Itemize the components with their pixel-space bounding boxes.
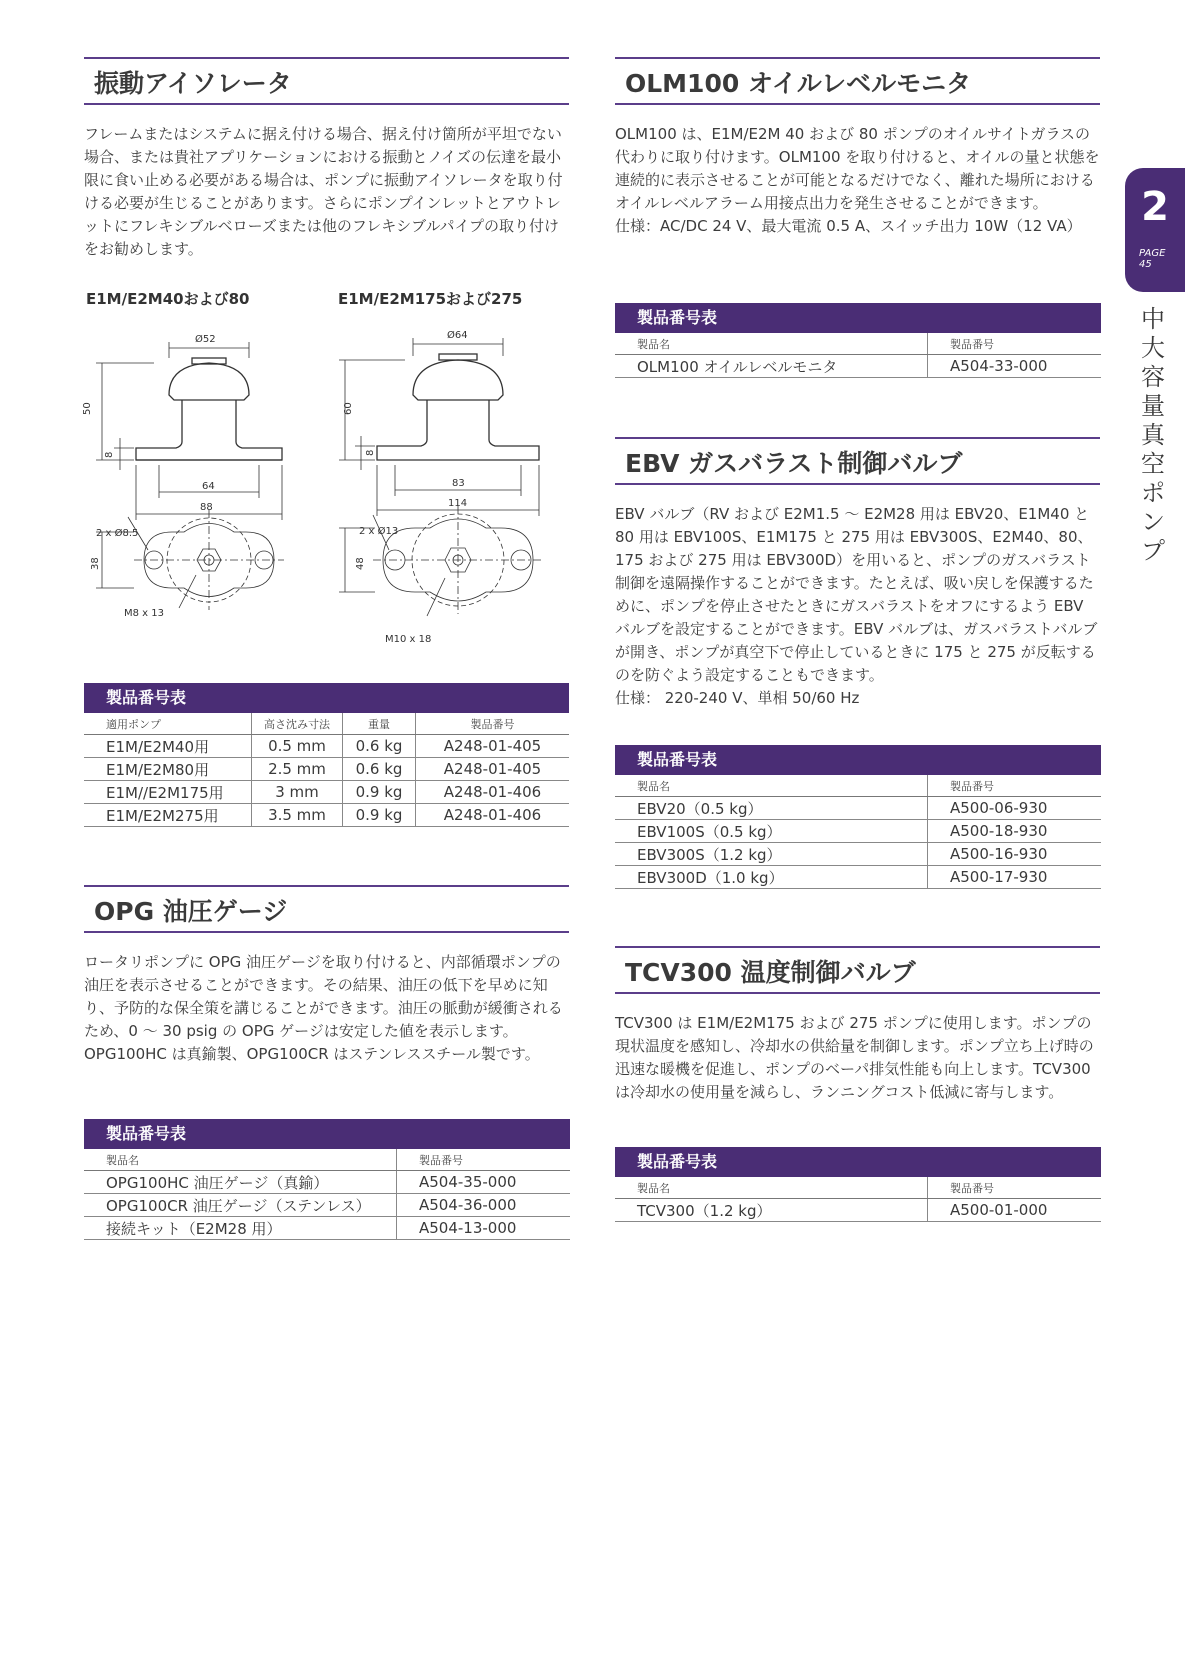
left-depth-label: 38 [90, 557, 101, 570]
left-dia-label: Ø52 [195, 334, 216, 345]
cell: 0.6 kg [343, 735, 416, 758]
table-row [84, 1217, 570, 1240]
table-row [84, 758, 569, 781]
olm-title: OLM100 オイルレベルモニタ [625, 69, 972, 98]
right-inner-label: 83 [452, 478, 465, 489]
cell: E1M//E2M175用 [84, 781, 252, 804]
vchar: 中 [1141, 305, 1165, 333]
cell: A248-01-405 [416, 735, 570, 758]
olm-paragraph: OLM100 は、E1M/E2M 40 および 80 ポンプのオイルサイトガラスの代わりに取り付けます。OLM100 を取り付けると、オイルの量と状態を連続的に表示させることが可能となるだけでなく、離れた場所におけるオイルレベルアラーム用接点出力を発生させることができます。 [615, 125, 1100, 212]
isolator-diagram-right [335, 320, 580, 660]
left-holes-label: 2 x Ø8.5 [96, 528, 139, 539]
tcv-product-table [615, 1147, 1101, 1222]
vchar: 大 [1141, 334, 1165, 362]
cell: OPG100CR 油圧ゲージ（ステンレス） [84, 1194, 397, 1217]
left-outer-label: 88 [200, 502, 213, 513]
cell: A504-36-000 [397, 1194, 571, 1217]
table-row [615, 820, 1101, 843]
left-thread-label: M8 x 13 [124, 608, 164, 619]
col-header: 製品名 [615, 1177, 928, 1199]
col-header: 製品名 [84, 1149, 397, 1171]
cell: A500-17-930 [928, 866, 1102, 889]
table-row [615, 866, 1101, 889]
diagram-left-title: E1M/E2M40および80 [86, 290, 250, 308]
opg-paragraph: ロータリポンプに OPG 油圧ゲージを取り付けると、内部循環ポンプの油圧を表示させることができます。その結果、油圧の低下を早めに知り、予防的な保全策を講じることができます。油圧の脈動が緩衝されるため、0 ～ 30 psig の OPG ゲージは安定した値を表示します。OPG100HC は真鍮製、OPG100CR はステンレススチール製です。 [84, 953, 563, 1063]
olm-product-table [615, 303, 1101, 378]
table-row [84, 804, 569, 827]
col-header: 製品名 [615, 333, 928, 355]
cell: A248-01-406 [416, 781, 570, 804]
ebv-text [615, 503, 1101, 710]
table-bar: 製品番号表 [615, 303, 1101, 333]
olm-spec: 仕様：AC/DC 24 V、最大電流 0.5 A、スイッチ出力 10W（12 VA） [615, 217, 1082, 235]
table-row [615, 1199, 1101, 1222]
olm-section-header [615, 57, 1100, 105]
cell: EBV100S（0.5 kg） [615, 820, 928, 843]
table-bar: 製品番号表 [84, 683, 569, 713]
cell: A500-16-930 [928, 843, 1102, 866]
left-height-label: 50 [82, 402, 93, 415]
chapter-tab [1125, 168, 1185, 292]
cell: TCV300（1.2 kg） [615, 1199, 928, 1222]
vchar: ン [1141, 508, 1165, 536]
left-inner-label: 64 [202, 481, 215, 492]
page-indicator [1139, 248, 1165, 270]
table-bar: 製品番号表 [615, 1147, 1101, 1177]
col-header: 製品番号 [928, 1177, 1102, 1199]
table-bar: 製品番号表 [615, 745, 1101, 775]
col-header: 製品番号 [397, 1149, 571, 1171]
table-row [615, 843, 1101, 866]
cell: A500-06-930 [928, 797, 1102, 820]
ebv-product-table [615, 745, 1101, 889]
chapter-vertical-title [1136, 305, 1170, 566]
cell: A248-01-405 [416, 758, 570, 781]
vibration-paragraph: フレームまたはシステムに据え付ける場合、据え付け箇所が平坦でない場合、または貴社アプリケーションにおける振動とノイズの伝達を最小限に食い止める必要がある場合は、ポンプに振動アイソレータを取り付ける必要が生じることがあります。さらにポンプインレットとアウトレットにフレキシブルベローズまたは他のフレキシブルパイプの取り付けをお勧めします。 [84, 125, 563, 258]
col-header: 高さ沈み寸法 [252, 713, 343, 735]
cell: A504-35-000 [397, 1171, 571, 1194]
page-label: PAGE [1139, 248, 1166, 259]
page-number: 45 [1139, 259, 1152, 270]
table-row [84, 1171, 570, 1194]
cell: EBV20（0.5 kg） [615, 797, 928, 820]
tcv-title: TCV300 温度制御バルブ [625, 958, 916, 987]
vchar: 空 [1141, 450, 1165, 478]
olm-text [615, 123, 1101, 238]
table-row [84, 1194, 570, 1217]
vibration-title: 振動アイソレータ [94, 69, 292, 98]
diagram-right-title: E1M/E2M175および275 [338, 290, 523, 308]
left-flange-label: 8 [104, 451, 115, 458]
cell: E1M/E2M275用 [84, 804, 252, 827]
cell: A500-01-000 [928, 1199, 1102, 1222]
isolator-diagram-left [84, 320, 329, 660]
cell: EBV300S（1.2 kg） [615, 843, 928, 866]
vchar: ポ [1141, 479, 1165, 507]
cell: 3.5 mm [252, 804, 343, 827]
cell: A248-01-406 [416, 804, 570, 827]
tcv-paragraph: TCV300 は E1M/E2M175 および 275 ポンプに使用します。ポンプの現状温度を感知し、冷却水の供給量を制御します。ポンプ立ち上げ時の迅速な暖機を促進し、ポンプのベーパ排気性能も向上します。TCV300 は冷却水の使用量を減らし、ランニングコスト低減に寄与します。 [615, 1014, 1094, 1101]
cell: 2.5 mm [252, 758, 343, 781]
opg-product-table [84, 1119, 570, 1240]
table-row [615, 797, 1101, 820]
vchar: 真 [1141, 421, 1165, 449]
ebv-title: EBV ガスバラスト制御バルブ [625, 449, 963, 478]
opg-title: OPG 油圧ゲージ [94, 897, 288, 926]
cell: OPG100HC 油圧ゲージ（真鍮） [84, 1171, 397, 1194]
col-header: 製品名 [615, 775, 928, 797]
cell: E1M/E2M80用 [84, 758, 252, 781]
vchar: 容 [1141, 363, 1165, 391]
cell: E1M/E2M40用 [84, 735, 252, 758]
cell: A500-18-930 [928, 820, 1102, 843]
chapter-number: 2 [1141, 184, 1169, 230]
cell: 0.6 kg [343, 758, 416, 781]
table-bar: 製品番号表 [84, 1119, 570, 1149]
cell: A504-13-000 [397, 1217, 571, 1240]
cell: 0.9 kg [343, 781, 416, 804]
opg-section-header [84, 885, 569, 933]
right-dia-label: Ø64 [447, 330, 468, 341]
cell: 接続キット（E2M28 用） [84, 1217, 397, 1240]
cell: 0.5 mm [252, 735, 343, 758]
cell: 3 mm [252, 781, 343, 804]
table-row [84, 735, 569, 758]
cell: OLM100 オイルレベルモニタ [615, 355, 928, 378]
right-holes-label: 2 x Ø13 [359, 526, 399, 537]
col-header: 製品番号 [928, 775, 1102, 797]
vibration-product-table [84, 683, 569, 827]
col-header: 重量 [343, 713, 416, 735]
col-header: 製品番号 [928, 333, 1102, 355]
col-header: 製品番号 [416, 713, 570, 735]
right-depth-label: 48 [355, 557, 366, 570]
cell: 0.9 kg [343, 804, 416, 827]
right-thread-label: M10 x 18 [385, 634, 432, 645]
ebv-section-header [615, 437, 1100, 485]
right-outer-label: 114 [448, 498, 468, 509]
vibration-section-header [84, 57, 569, 105]
table-row [84, 781, 569, 804]
vchar: 量 [1141, 392, 1165, 420]
tcv-section-header [615, 946, 1100, 994]
col-header: 適用ポンプ [84, 713, 252, 735]
cell: EBV300D（1.0 kg） [615, 866, 928, 889]
ebv-paragraph: EBV バルブ（RV および E2M1.5 ～ E2M28 用は EBV20、E1M40 と 80 用は EBV100S、E1M175 と 275 用は EBV300S、E2M40、80、175 および 275 用は EBV300D）を用いると、ポンプのガスバラスト制御を遠隔操作することができます。たとえば、吸い戻しを保護するために、ポンプを停止させたときにガスバラストをオフにするよう EBV バルブを設定することができます。EBV バルブは、ガスバラストバルブが開き、ポンプが真空下で停止しているときに 175 と 275 が反転するのを防ぐよう設定することもできます。 [615, 505, 1098, 684]
table-row [615, 355, 1101, 378]
right-height-label: 60 [343, 402, 354, 415]
ebv-spec: 仕様： 220-240 V、単相 50/60 Hz [615, 689, 860, 707]
right-flange-label: 8 [365, 449, 376, 456]
cell: A504-33-000 [928, 355, 1102, 378]
vchar: プ [1141, 537, 1165, 565]
